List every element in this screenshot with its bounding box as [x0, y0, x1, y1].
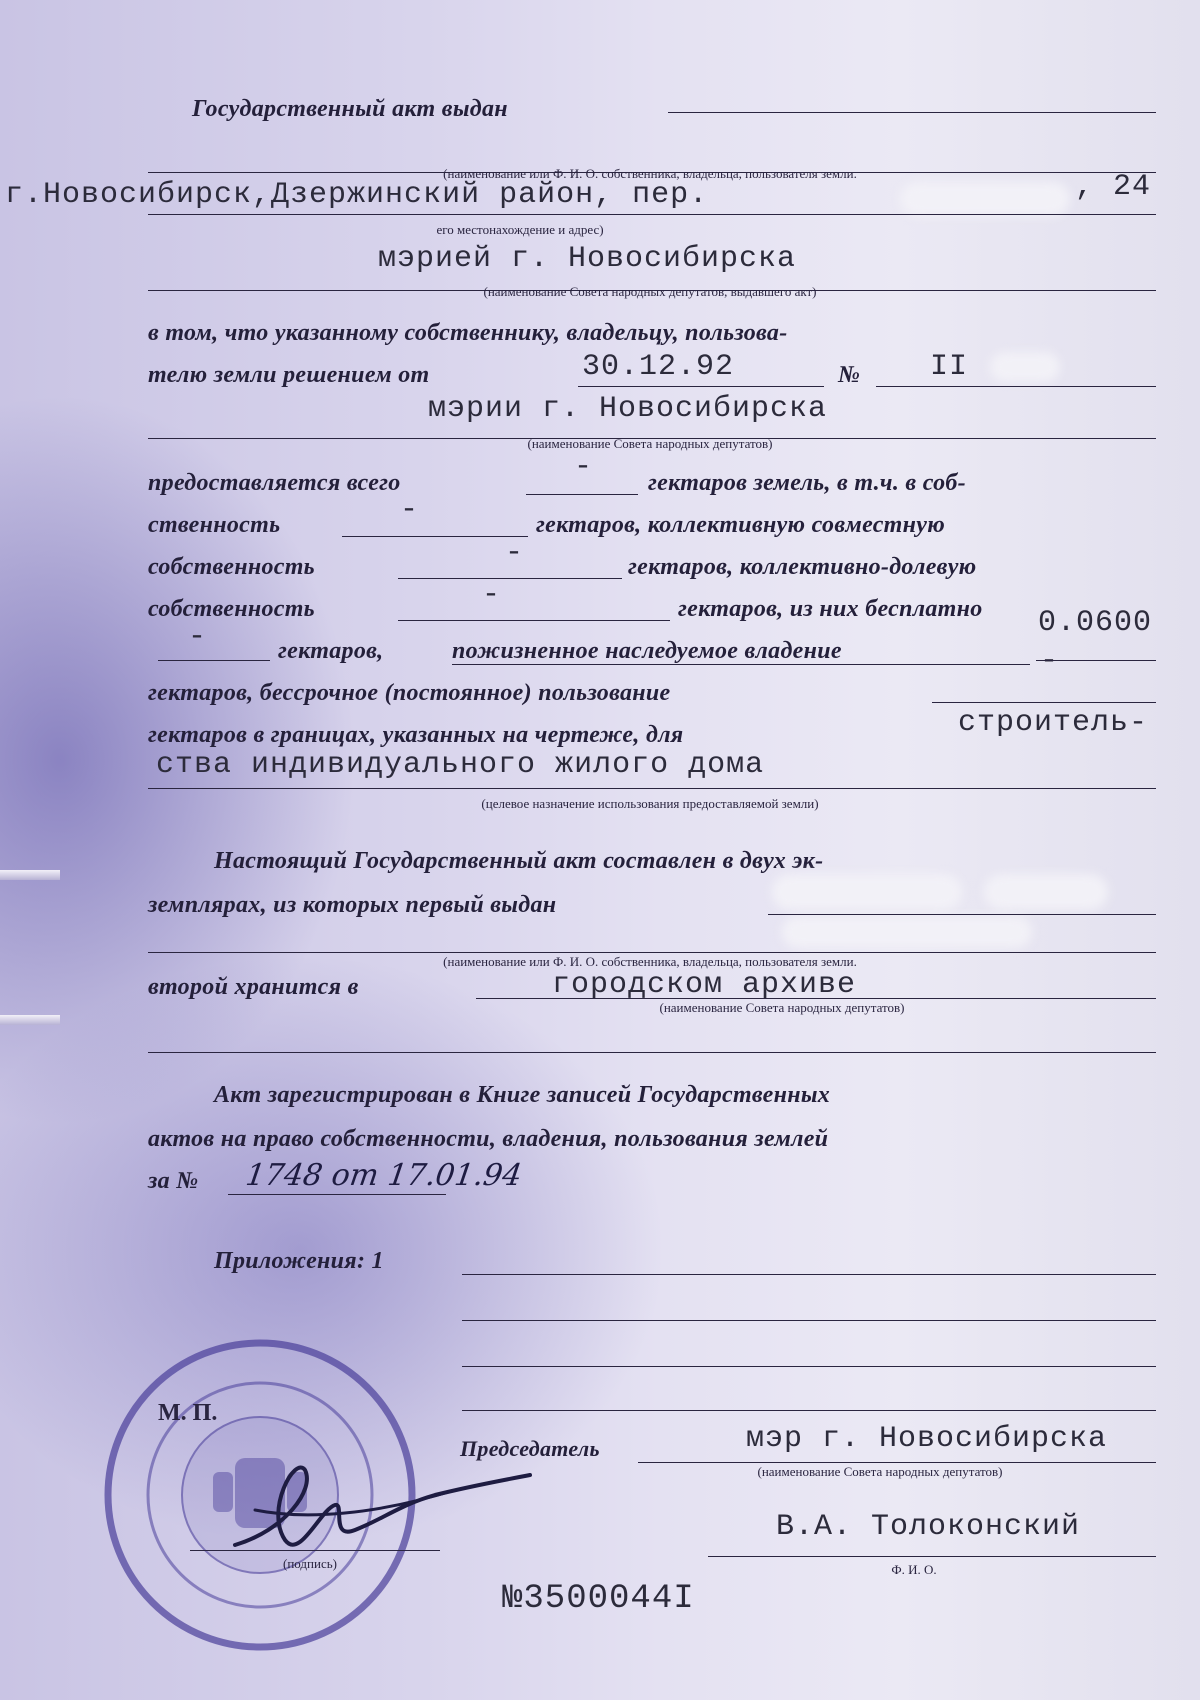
underline	[398, 578, 622, 579]
underline	[476, 998, 1156, 999]
underline	[148, 1052, 1156, 1053]
text-line: гектаров, коллективно-долевую	[628, 554, 977, 580]
dash-value: -	[482, 578, 501, 612]
text-line: в том, что указанному собственнику, владельцу, пользова-	[148, 320, 788, 346]
document-number: №3500044I	[502, 1580, 695, 1618]
number-sign: №	[838, 362, 861, 388]
text-line: телю земли решением от	[148, 362, 430, 388]
caption-fio: Ф. И. О.	[891, 1562, 937, 1577]
underline	[876, 386, 1156, 387]
underline	[932, 702, 1156, 703]
underline	[638, 1462, 1156, 1463]
chairman-label: Председатель	[460, 1436, 600, 1461]
text-line: гектаров, из них бесплатно	[678, 596, 983, 622]
text-line: ственность	[148, 512, 281, 538]
underline	[148, 214, 1156, 215]
redaction	[984, 874, 1108, 910]
underline	[158, 660, 270, 661]
address-number: , 24	[1075, 170, 1152, 204]
underline	[148, 952, 1156, 953]
underline	[708, 1556, 1156, 1557]
text-line: собственность	[148, 596, 315, 622]
underline	[228, 1194, 446, 1195]
text-line: актов на право собственности, владения, пользования землей	[148, 1126, 829, 1152]
text-line: гектаров в границах, указанных на чертеже, для	[148, 722, 684, 748]
underline	[342, 536, 528, 537]
text-line: пожизненное наследуемое владение	[452, 638, 842, 664]
caption-location: его местонахождение и адрес)	[436, 222, 604, 237]
underline	[768, 914, 1156, 915]
second-copy-field: городском архиве	[552, 968, 857, 1002]
underline	[578, 386, 824, 387]
underline	[398, 620, 670, 621]
text-line: гектаров, коллективную совместную	[536, 512, 946, 538]
redaction	[772, 874, 962, 910]
decision-number: II	[930, 350, 969, 384]
page-edge-notch	[0, 870, 60, 880]
text-line: второй хранится в	[148, 974, 359, 1000]
underline	[462, 1410, 1156, 1411]
redaction	[900, 182, 1070, 216]
text-line: гектаров, бессрочное (постоянное) пользование	[148, 680, 671, 706]
dash-value: -	[574, 450, 593, 484]
dash-value: -	[400, 493, 419, 527]
caption-council3: (наименование Совета народных депутатов)	[659, 1000, 905, 1015]
underline	[1036, 660, 1156, 661]
chairman-title: мэр г. Новосибирска	[746, 1422, 1108, 1456]
caption-signature: (подпись)	[283, 1556, 337, 1571]
dash-value: -	[188, 620, 207, 654]
caption-council2: (наименование Совета народных депутатов)	[527, 436, 773, 451]
text-line: Настоящий Государственный акт составлен в двух эк-	[214, 848, 824, 874]
text-line: собственность	[148, 554, 315, 580]
registration-number: 1748 от 17.01.94	[243, 1158, 524, 1193]
caption-council: (наименование Совета народных депутатов, выдавшего акт)	[483, 284, 817, 299]
underline	[462, 1320, 1156, 1321]
text-line: предоставляется всего	[148, 470, 401, 496]
dash-value: -	[505, 536, 524, 570]
caption-owner: (наименование или Ф. И. О. собственника, владельца, пользователя земли.	[443, 166, 857, 181]
seal-place-label: М. П.	[158, 1400, 218, 1426]
underline	[452, 664, 1030, 665]
decision-date: 30.12.92	[582, 350, 735, 384]
text-line: земплярах, из которых первый выдан	[148, 892, 557, 918]
text-line: Акт зарегистрирован в Книге записей Государственных	[214, 1082, 831, 1108]
page-edge-notch	[0, 1015, 60, 1025]
underline	[190, 1550, 440, 1551]
purpose-field: строитель-	[958, 706, 1149, 740]
text-line: за №	[148, 1168, 199, 1194]
dash-value: -	[1040, 644, 1059, 678]
chairman-name: В.А. Толоконский	[776, 1510, 1081, 1544]
purpose-field: ства индивидуального жилого дома	[156, 748, 765, 782]
appendix-label: Приложения: 1	[214, 1248, 384, 1274]
underline	[462, 1274, 1156, 1275]
underline	[462, 1366, 1156, 1367]
caption-council4: (наименование Совета народных депутатов)	[757, 1464, 1003, 1479]
underline	[668, 112, 1156, 113]
caption-owner2: (наименование или Ф. И. О. собственника, владельца, пользователя земли.	[443, 954, 857, 969]
signature-icon	[225, 1450, 545, 1560]
underline	[148, 788, 1156, 789]
issued-label: Государственный акт выдан	[192, 96, 508, 122]
caption-purpose: (целевое назначение использования предоставляемой земли)	[481, 796, 819, 811]
decision-by: мэрии г. Новосибирска	[428, 392, 828, 426]
redaction	[782, 916, 1032, 948]
redaction	[990, 352, 1060, 382]
address-field: г.Новосибирск,Дзержинский район, пер.	[5, 178, 709, 212]
underline	[526, 494, 638, 495]
issuer-field: мэрией г. Новосибирска	[378, 242, 797, 276]
text-line: гектаров земель, в т.ч. в соб-	[648, 470, 966, 496]
inherited-area: 0.0600	[1038, 606, 1153, 640]
text-line: гектаров,	[278, 638, 384, 664]
